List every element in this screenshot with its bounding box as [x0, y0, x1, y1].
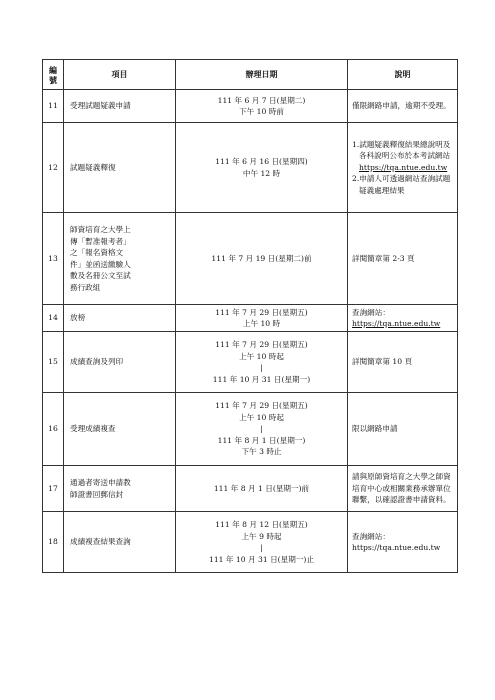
date-line: 111 年 8 月 1 日(星期一) — [217, 435, 306, 445]
note-line: 詳閱簡章第 2-3 頁 — [352, 253, 415, 263]
item-line: 師資培育之大學上 — [70, 225, 131, 234]
table-row — [43, 305, 458, 332]
row-date — [176, 123, 348, 213]
item-line: 成績複查結果查詢 — [70, 537, 131, 547]
item-line: 師證書回郵信封 — [70, 489, 124, 499]
row-item — [64, 393, 176, 466]
row-note — [348, 393, 458, 466]
header-note: 說明 — [348, 60, 458, 90]
date-separator: | — [260, 363, 263, 372]
table-row — [43, 123, 458, 213]
row-number: 18 — [43, 512, 64, 573]
table-row — [43, 90, 458, 123]
date-line: 下午 10 時前 — [239, 107, 284, 116]
header-row — [43, 60, 458, 90]
row-note — [348, 123, 458, 213]
item-line: 件」並函送繳驗人 — [70, 259, 131, 269]
row-item — [64, 466, 176, 512]
item-line: 之「報名資格文 — [70, 248, 124, 257]
date-line: 111 年 10 月 31 日(星期一) — [212, 374, 311, 384]
note-line: 聯繫，以確認證書申請資料。 — [352, 495, 451, 505]
header-date: 辦理日期 — [176, 60, 348, 90]
row-item — [64, 332, 176, 393]
note-line: https://tqa.ntue.edu.tw — [352, 543, 441, 552]
row-number: 16 — [43, 393, 64, 466]
note-line: 僅限網路申請，逾期不受理。 — [352, 101, 451, 111]
item-line: 務行政組 — [70, 282, 101, 292]
item-line: 受理成績複查 — [70, 424, 116, 434]
row-note — [348, 332, 458, 393]
note-line: 2.申請人可透過網站查詢試題 — [352, 174, 451, 184]
date-line: 111 年 6 月 16 日(星期四) — [215, 157, 308, 166]
date-line: 111 年 6 月 7 日(星期二) — [217, 95, 306, 105]
note-line: 疑義處理結果 — [359, 185, 405, 195]
date-line: 上午 10 時 — [242, 319, 281, 328]
row-number: 14 — [43, 305, 64, 332]
date-line: 111 年 8 月 12 日(星期五) — [215, 520, 308, 529]
row-item — [64, 90, 176, 123]
item-line: 通過者寄送申請教 — [70, 478, 131, 487]
header-no-top: 編 — [49, 64, 57, 75]
row-date — [176, 512, 348, 573]
row-date — [176, 332, 348, 393]
date-line: 中午 12 時 — [242, 168, 281, 178]
date-separator: | — [260, 424, 263, 434]
date-line: 上午 10 時起 — [239, 351, 284, 361]
header-no — [43, 60, 64, 90]
table-row — [43, 466, 458, 512]
note-link[interactable]: https://tqa.ntue.edu.tw — [359, 162, 448, 172]
row-item — [64, 123, 176, 213]
row-note — [348, 213, 458, 305]
row-date — [176, 466, 348, 512]
date-line: 111 年 10 月 31 日(星期一)止 — [209, 554, 314, 564]
schedule-table — [42, 59, 458, 573]
note-link[interactable]: https://tqa.ntue.edu.tw — [352, 319, 441, 328]
note-line: 1.試題疑義釋復結果總說明及 — [352, 139, 451, 149]
date-line: 上午 9 時起 — [241, 531, 282, 541]
item-line: 成績查詢及列印 — [70, 357, 124, 367]
item-line: 放榜 — [70, 313, 86, 323]
date-line: 111 年 7 月 29 日(星期五) — [215, 401, 308, 411]
row-date — [176, 90, 348, 123]
row-number: 15 — [43, 332, 64, 393]
row-number: 11 — [43, 90, 64, 123]
header-item: 項目 — [64, 60, 176, 90]
header-no-bottom: 號 — [49, 74, 57, 85]
row-item — [64, 512, 176, 573]
row-date — [176, 213, 348, 305]
table-row — [43, 393, 458, 466]
item-line: 受理試題疑義申請 — [70, 101, 131, 111]
row-item — [64, 305, 176, 332]
date-line: 111 年 7 月 29 日(星期五) — [215, 307, 308, 317]
row-number: 12 — [43, 123, 64, 213]
item-line: 傳「暫准報考者」 — [70, 236, 131, 246]
note-line: 請與原師資培育之大學之師資 — [352, 472, 451, 482]
date-line: 111 年 8 月 1 日(星期一)前 — [213, 483, 310, 493]
note-line: 查詢網站： — [352, 531, 390, 541]
row-item — [64, 213, 176, 305]
item-line: 試題疑義釋復 — [70, 162, 116, 172]
table-row — [43, 512, 458, 573]
note-line: 詳閱簡章第 10 頁 — [352, 357, 413, 367]
note-line: 各科說明公布於本考試網站 — [359, 151, 451, 161]
date-line: 上午 10 時起 — [239, 412, 284, 422]
note-line: 限以網路申請 — [352, 424, 398, 434]
date-separator: | — [260, 543, 263, 552]
row-note — [348, 90, 458, 123]
note-line: 查詢網站： — [352, 307, 390, 317]
item-line: 數及名冊公文至試 — [70, 271, 131, 280]
row-number: 17 — [43, 466, 64, 512]
table-row — [43, 213, 458, 305]
row-date — [176, 393, 348, 466]
row-date — [176, 305, 348, 332]
table-row — [43, 332, 458, 393]
row-note — [348, 466, 458, 512]
date-line: 下午 3 時止 — [241, 447, 282, 457]
row-number: 13 — [43, 213, 64, 305]
row-note — [348, 512, 458, 573]
date-line: 111 年 7 月 29 日(星期五) — [215, 340, 308, 349]
note-line: 培育中心或相關業務承辦單位 — [352, 483, 451, 493]
date-line: 111 年 7 月 19 日(星期二)前 — [211, 253, 312, 263]
row-note — [348, 305, 458, 332]
